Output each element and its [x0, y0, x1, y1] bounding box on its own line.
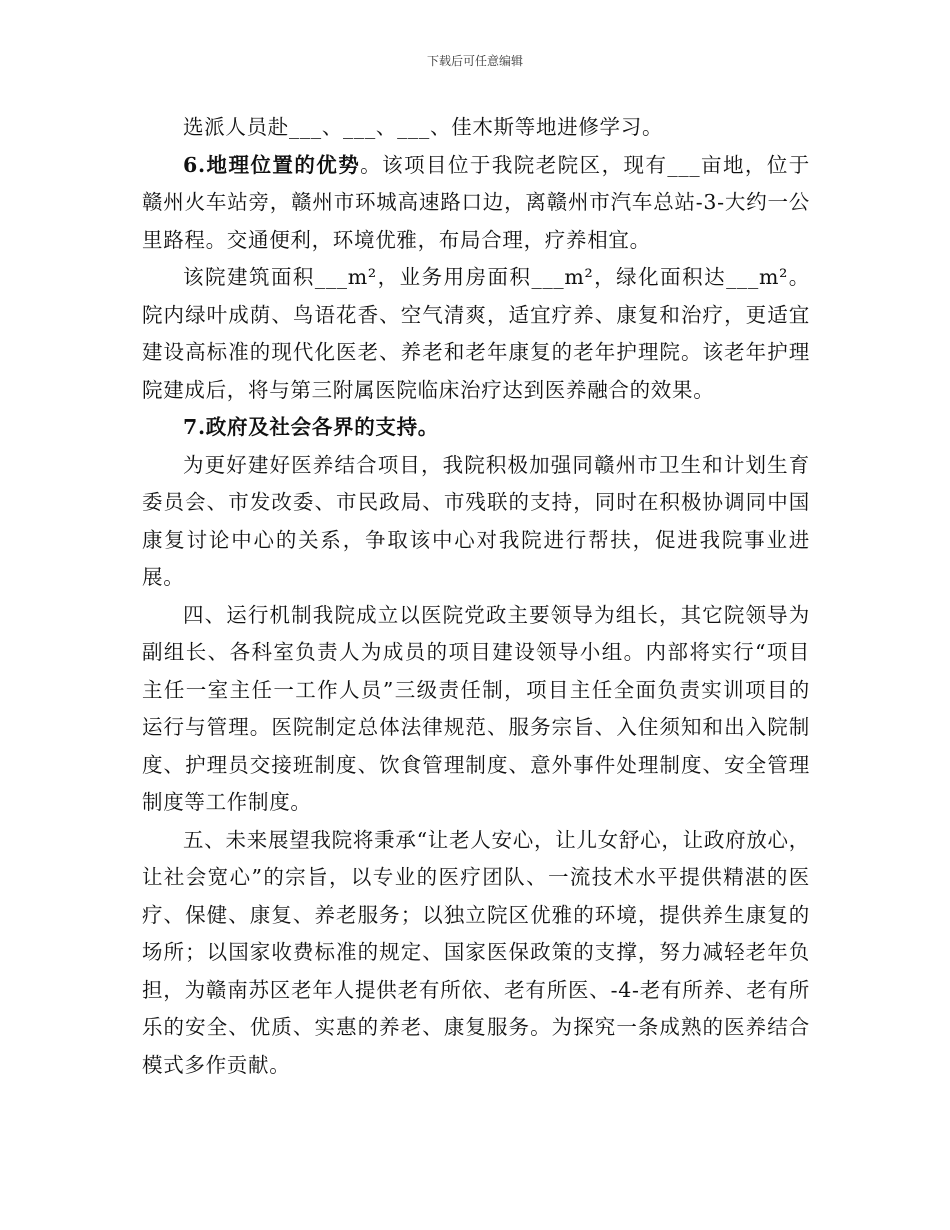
- paragraph-area: [142, 259, 810, 409]
- paragraph-study: [142, 109, 810, 147]
- paragraph-text: 为更好建好医养结合项目，我院积极加强同赣州市卫生和计划生育委员会、市发改委、市民政局、市残联的支持，同时在积极协调同中国康复讨论中心的关系，争取该中心对我院进行帮扶，促进我院事业进展。: [142, 452, 810, 589]
- document-body: [142, 109, 810, 1084]
- section-heading-location: 6.地理位置的优势: [183, 152, 361, 177]
- page-header: 下载后可任意编辑: [426, 54, 523, 68]
- paragraph-text: 该院建筑面积___m²，业务用房面积___m²，绿化面积达___m²。院内绿叶成荫、鸟语花香、空气清爽，适宜疗养、康复和治疗，更适宜建设高标准的现代化医老、养老和老年康复的老年护理院。该老年护理院建成后，将与第三附属医院临床治疗达到医养融合的效果。: [142, 265, 810, 402]
- paragraph-text: 选派人员赴___、___、___、佳木斯等地进修学习。: [183, 115, 664, 139]
- paragraph-mechanism: [142, 597, 810, 822]
- paragraph-support: [142, 447, 810, 597]
- paragraph-text: 五、未来展望我院将秉承“让老人安心，让儿女舒心，让政府放心，让社会宽心”的宗旨，以专业的医疗团队、一流技术水平提供精湛的医疗、保健、康复、养老服务；以独立院区优雅的环境，提供养生康复的场所；以国家收费标准的规定、国家医保政策的支撑，努力减轻老年负担，为赣南苏区老年人提供老有所依、老有所医、-4-老有所养、老有所乐的安全、优质、实惠的养老、康复服务。为探究一条成熟的医养结合模式多作贡献。: [142, 827, 810, 1077]
- paragraph-text: 。该项目位于我院老院区，现有___亩地，位于赣州火车站旁，赣州市环城高速路口边，离赣州市汽车总站-3-大约一公里路程。交通便利，环境优雅，布局合理，疗养相宜。: [142, 152, 810, 252]
- paragraph-text: 四、运行机制我院成立以医院党政主要领导为组长，其它院领导为副组长、各科室负责人为成员的项目建设领导小组。内部将实行“项目主任一室主任一工作人员”三级责任制，项目主任全面负责实训项目的运行与管理。医院制定总体法律规范、服务宗旨、入住须知和出入院制度、护理员交接班制度、饮食管理制度、意外事件处理制度、安全管理制度等工作制度。: [142, 602, 810, 814]
- section-heading-support: [142, 409, 810, 447]
- section-heading-text: 7.政府及社会各界的支持。: [183, 415, 440, 439]
- paragraph-location: [142, 147, 810, 260]
- paragraph-outlook: [142, 822, 810, 1085]
